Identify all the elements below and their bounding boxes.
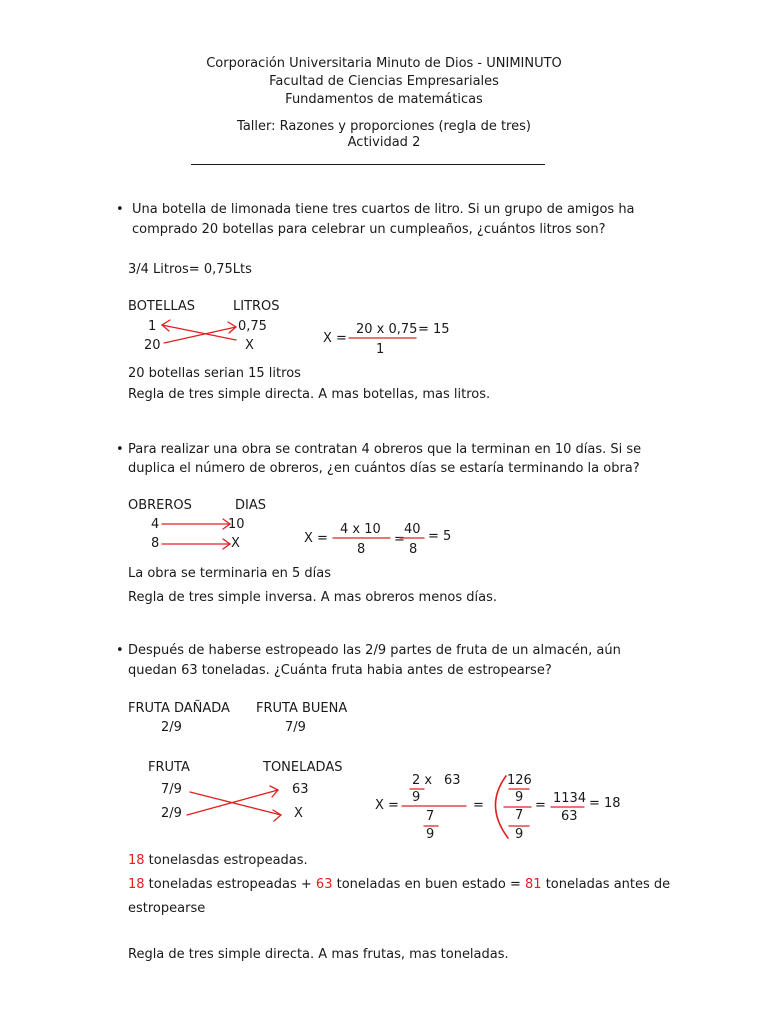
problem2-eq-result: = 5 bbox=[428, 529, 452, 544]
problem2-rule: Regla de tres simple inversa. A mas obreros menos días. bbox=[128, 590, 498, 605]
problem2-a1: 4 bbox=[151, 517, 160, 532]
problem1-rule: Regla de tres simple directa. A mas botellas, mas litros. bbox=[128, 387, 491, 402]
workshop-title: Taller: Razones y proporciones (regla de tres) bbox=[237, 119, 531, 134]
problem3-big-denominator: 7 bbox=[515, 808, 524, 823]
problem2-answer: La obra se terminaria en 5 días bbox=[128, 566, 332, 581]
problem3-eq-equals2: = bbox=[535, 798, 546, 813]
course-name: Fundamentos de matemáticas bbox=[285, 92, 483, 107]
problem3-eq-equals1: = bbox=[473, 798, 484, 813]
problem1-col-liters: LITROS bbox=[233, 299, 280, 314]
problem2-statement-line2: duplica el número de obreros, ¿en cuántos días se estaría terminando la obra? bbox=[128, 461, 640, 476]
problem3-eq-den-den: 9 bbox=[426, 827, 435, 842]
problem1-b2: X bbox=[245, 338, 254, 353]
problem1-col-bottles: BOTELLAS bbox=[128, 299, 196, 314]
problem3-final-denominator: 63 bbox=[561, 809, 578, 824]
problem3-good-value: 7/9 bbox=[285, 720, 306, 735]
problem1-statement-line1: Una botella de limonada tiene tres cuartos de litro. Si un grupo de amigos ha bbox=[132, 202, 635, 217]
problem3-eq-num-a: 2 x bbox=[412, 773, 433, 788]
problem3-sum-text1: toneladas estropeadas + bbox=[144, 877, 316, 892]
problem3-sum-value1: 18 bbox=[128, 877, 145, 892]
problem2-eq-numerator2: 40 bbox=[404, 522, 421, 537]
bullet-3: • bbox=[116, 643, 124, 658]
problem3-damaged-value: 2/9 bbox=[161, 720, 182, 735]
problem3-a2: 2/9 bbox=[161, 806, 182, 821]
problem1-eq-result: = 15 bbox=[418, 322, 450, 337]
problem2-statement-line1: Para realizar una obra se contratan 4 obreros que la terminan en 10 días. Si se bbox=[128, 442, 642, 457]
problem3-rule: Regla de tres simple directa. A mas frutas, mas toneladas. bbox=[128, 947, 509, 962]
problem2-eq-denominator1: 8 bbox=[357, 542, 366, 557]
problem1-a2: 20 bbox=[144, 338, 161, 353]
problem3-eq-result: = 18 bbox=[589, 796, 621, 811]
problem3-sum-text3: toneladas antes de bbox=[541, 877, 671, 892]
problem2-eq-numerator1: 4 x 10 bbox=[340, 522, 381, 537]
problem1-a1: 1 bbox=[148, 319, 157, 334]
problem3-b1: 63 bbox=[292, 782, 309, 797]
problem3-arrow-to-x bbox=[190, 792, 281, 815]
problem3-sum-text2: toneladas en buen estado = bbox=[332, 877, 526, 892]
problem3-eq-lhs: X = bbox=[375, 798, 399, 813]
problem3-eq-den-num: 7 bbox=[426, 809, 435, 824]
problem3-col-good: FRUTA BUENA bbox=[256, 701, 348, 716]
problem2-eq-mid: = bbox=[394, 532, 405, 547]
problem3-eq-num-b: 63 bbox=[444, 773, 461, 788]
problem3-eq-num-den: 9 bbox=[412, 790, 421, 805]
problem2-a2: 8 bbox=[151, 536, 160, 551]
problem2-b1: 10 bbox=[228, 517, 245, 532]
activity-title: Actividad 2 bbox=[347, 135, 421, 150]
bullet-2: • bbox=[116, 442, 124, 457]
problem3-col-damaged: FRUTA DAÑADA bbox=[128, 701, 230, 716]
problem3-big-numerator: 126 bbox=[507, 773, 532, 788]
problem2-eq-lhs: X = bbox=[304, 531, 328, 546]
problem1-answer: 20 botellas serian 15 litros bbox=[128, 366, 301, 381]
problem3-b2: X bbox=[294, 806, 303, 821]
problem3-answer-value: 18 bbox=[128, 853, 145, 868]
problem1-eq-denominator: 1 bbox=[376, 342, 385, 357]
problem3-sum-line2: estropearse bbox=[128, 901, 206, 916]
problem2-b2: X bbox=[231, 536, 240, 551]
problem1-conversion: 3/4 Litros= 0,75Lts bbox=[128, 262, 252, 277]
problem2-eq-denominator2: 8 bbox=[409, 542, 418, 557]
problem1-arrow-to-one bbox=[162, 325, 236, 340]
problem3-big-numerator-den: 9 bbox=[515, 790, 524, 805]
problem3-sum-value3: 81 bbox=[525, 877, 542, 892]
bullet-1: • bbox=[116, 202, 124, 217]
problem1-arrow-to-liters bbox=[164, 327, 236, 343]
problem3-col-fruit: FRUTA bbox=[148, 760, 190, 775]
problem3-arrow-to-x-head bbox=[273, 810, 281, 821]
problem3-big-denominator-den: 9 bbox=[515, 827, 524, 842]
problem3-statement-line2: quedan 63 toneladas. ¿Cuánta fruta habia antes de estropearse? bbox=[128, 663, 552, 678]
university-name: Corporación Universitaria Minuto de Dios - UNIMINUTO bbox=[206, 56, 562, 71]
problem3-sum-value2: 63 bbox=[315, 877, 333, 892]
faculty-name: Facultad de Ciencias Empresariales bbox=[269, 74, 499, 89]
problem1-eq-lhs: X = bbox=[323, 331, 347, 346]
problem2-col-workers: OBREROS bbox=[128, 498, 192, 513]
problem1-eq-numerator: 20 x 0,75 bbox=[356, 322, 418, 337]
problem3-statement-line1: Después de haberse estropeado las 2/9 partes de fruta de un almacén, aún bbox=[128, 643, 621, 658]
problem2-col-days: DIAS bbox=[235, 498, 266, 513]
problem3-a1: 7/9 bbox=[161, 782, 182, 797]
problem1-statement-line2: comprado 20 botellas para celebrar un cumpleaños, ¿cuántos litros son? bbox=[132, 222, 606, 237]
problem1-b1: 0,75 bbox=[238, 319, 267, 334]
problem3-answer-text: tonelasdas estropeadas. bbox=[144, 853, 308, 868]
problem3-final-numerator: 1134 bbox=[553, 791, 587, 806]
problem3-col-tons: TONELADAS bbox=[263, 760, 343, 775]
